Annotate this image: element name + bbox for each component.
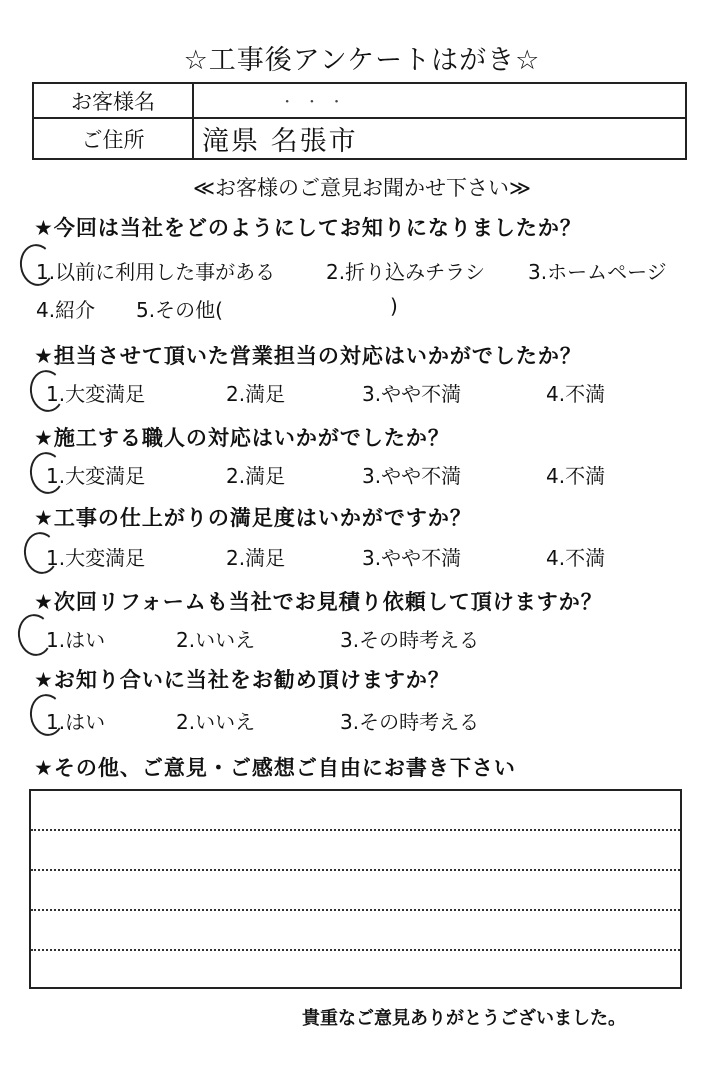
q4-option-1[interactable]: 1.大変満足 <box>46 546 146 570</box>
q1-option-5[interactable]: 5.その他( <box>136 298 223 322</box>
form-subtitle: ≪お客様のご意見お聞かせ下さい≫ <box>193 176 531 200</box>
thanks-message: 貴重なご意見ありがとうございました。 <box>302 1008 626 1029</box>
address-label: ご住所 <box>33 118 193 159</box>
form-title: ☆工事後アンケートはがき☆ <box>183 45 541 76</box>
q6-option-3[interactable]: 3.その時考える <box>340 710 480 734</box>
q5-option-1[interactable]: 1.はい <box>46 628 106 652</box>
q4-option-3[interactable]: 3.やや不満 <box>362 546 462 570</box>
comment-line <box>31 869 680 871</box>
q6-option-2[interactable]: 2.いいえ <box>176 710 256 734</box>
comment-line <box>31 949 680 951</box>
comment-line <box>31 909 680 911</box>
question-4: ★工事の仕上がりの満足度はいかがですか？ <box>34 506 472 530</box>
question-2: ★担当させて頂いた営業担当の対応はいかがでしたか？ <box>34 344 582 368</box>
comments-heading: ★その他、ご意見・ご感想ご自由にお書き下さい <box>34 756 516 780</box>
q3-option-3[interactable]: 3.やや不満 <box>362 464 462 488</box>
q2-option-1[interactable]: 1.大変満足 <box>46 382 146 406</box>
q3-option-2[interactable]: 2.満足 <box>226 464 286 488</box>
q4-option-2[interactable]: 2.満足 <box>226 546 286 570</box>
q1-option-5-close: ) <box>390 294 398 318</box>
q4-option-4[interactable]: 4.不満 <box>546 546 606 570</box>
customer-info-table <box>32 82 687 160</box>
q5-option-2[interactable]: 2.いいえ <box>176 628 256 652</box>
q1-option-1[interactable]: 1.以前に利用した事がある <box>36 260 276 284</box>
address-field[interactable]: 滝県 名張市 <box>193 118 686 159</box>
comment-line <box>31 829 680 831</box>
q3-option-4[interactable]: 4.不満 <box>546 464 606 488</box>
question-6: ★お知り合いに当社をお勧め頂けますか？ <box>34 668 450 692</box>
q1-option-2[interactable]: 2.折り込みチラシ <box>326 260 486 284</box>
q5-option-3[interactable]: 3.その時考える <box>340 628 480 652</box>
customer-name-field[interactable]: · · · <box>193 83 686 118</box>
customer-name-label: お客様名 <box>33 83 193 118</box>
question-1: ★今回は当社をどのようにしてお知りになりましたか？ <box>34 216 582 240</box>
comments-box[interactable] <box>29 789 682 989</box>
q2-option-2[interactable]: 2.満足 <box>226 382 286 406</box>
q6-option-1[interactable]: 1.はい <box>46 710 106 734</box>
q1-option-4[interactable]: 4.紹介 <box>36 298 96 322</box>
q2-option-4[interactable]: 4.不満 <box>546 382 606 406</box>
question-5: ★次回リフォームも当社でお見積り依頼して頂けますか？ <box>34 590 603 614</box>
q3-option-1[interactable]: 1.大変満足 <box>46 464 146 488</box>
q1-option-3[interactable]: 3.ホームページ <box>528 260 667 284</box>
question-3: ★施工する職人の対応はいかがでしたか？ <box>34 426 450 450</box>
q2-option-3[interactable]: 3.やや不満 <box>362 382 462 406</box>
